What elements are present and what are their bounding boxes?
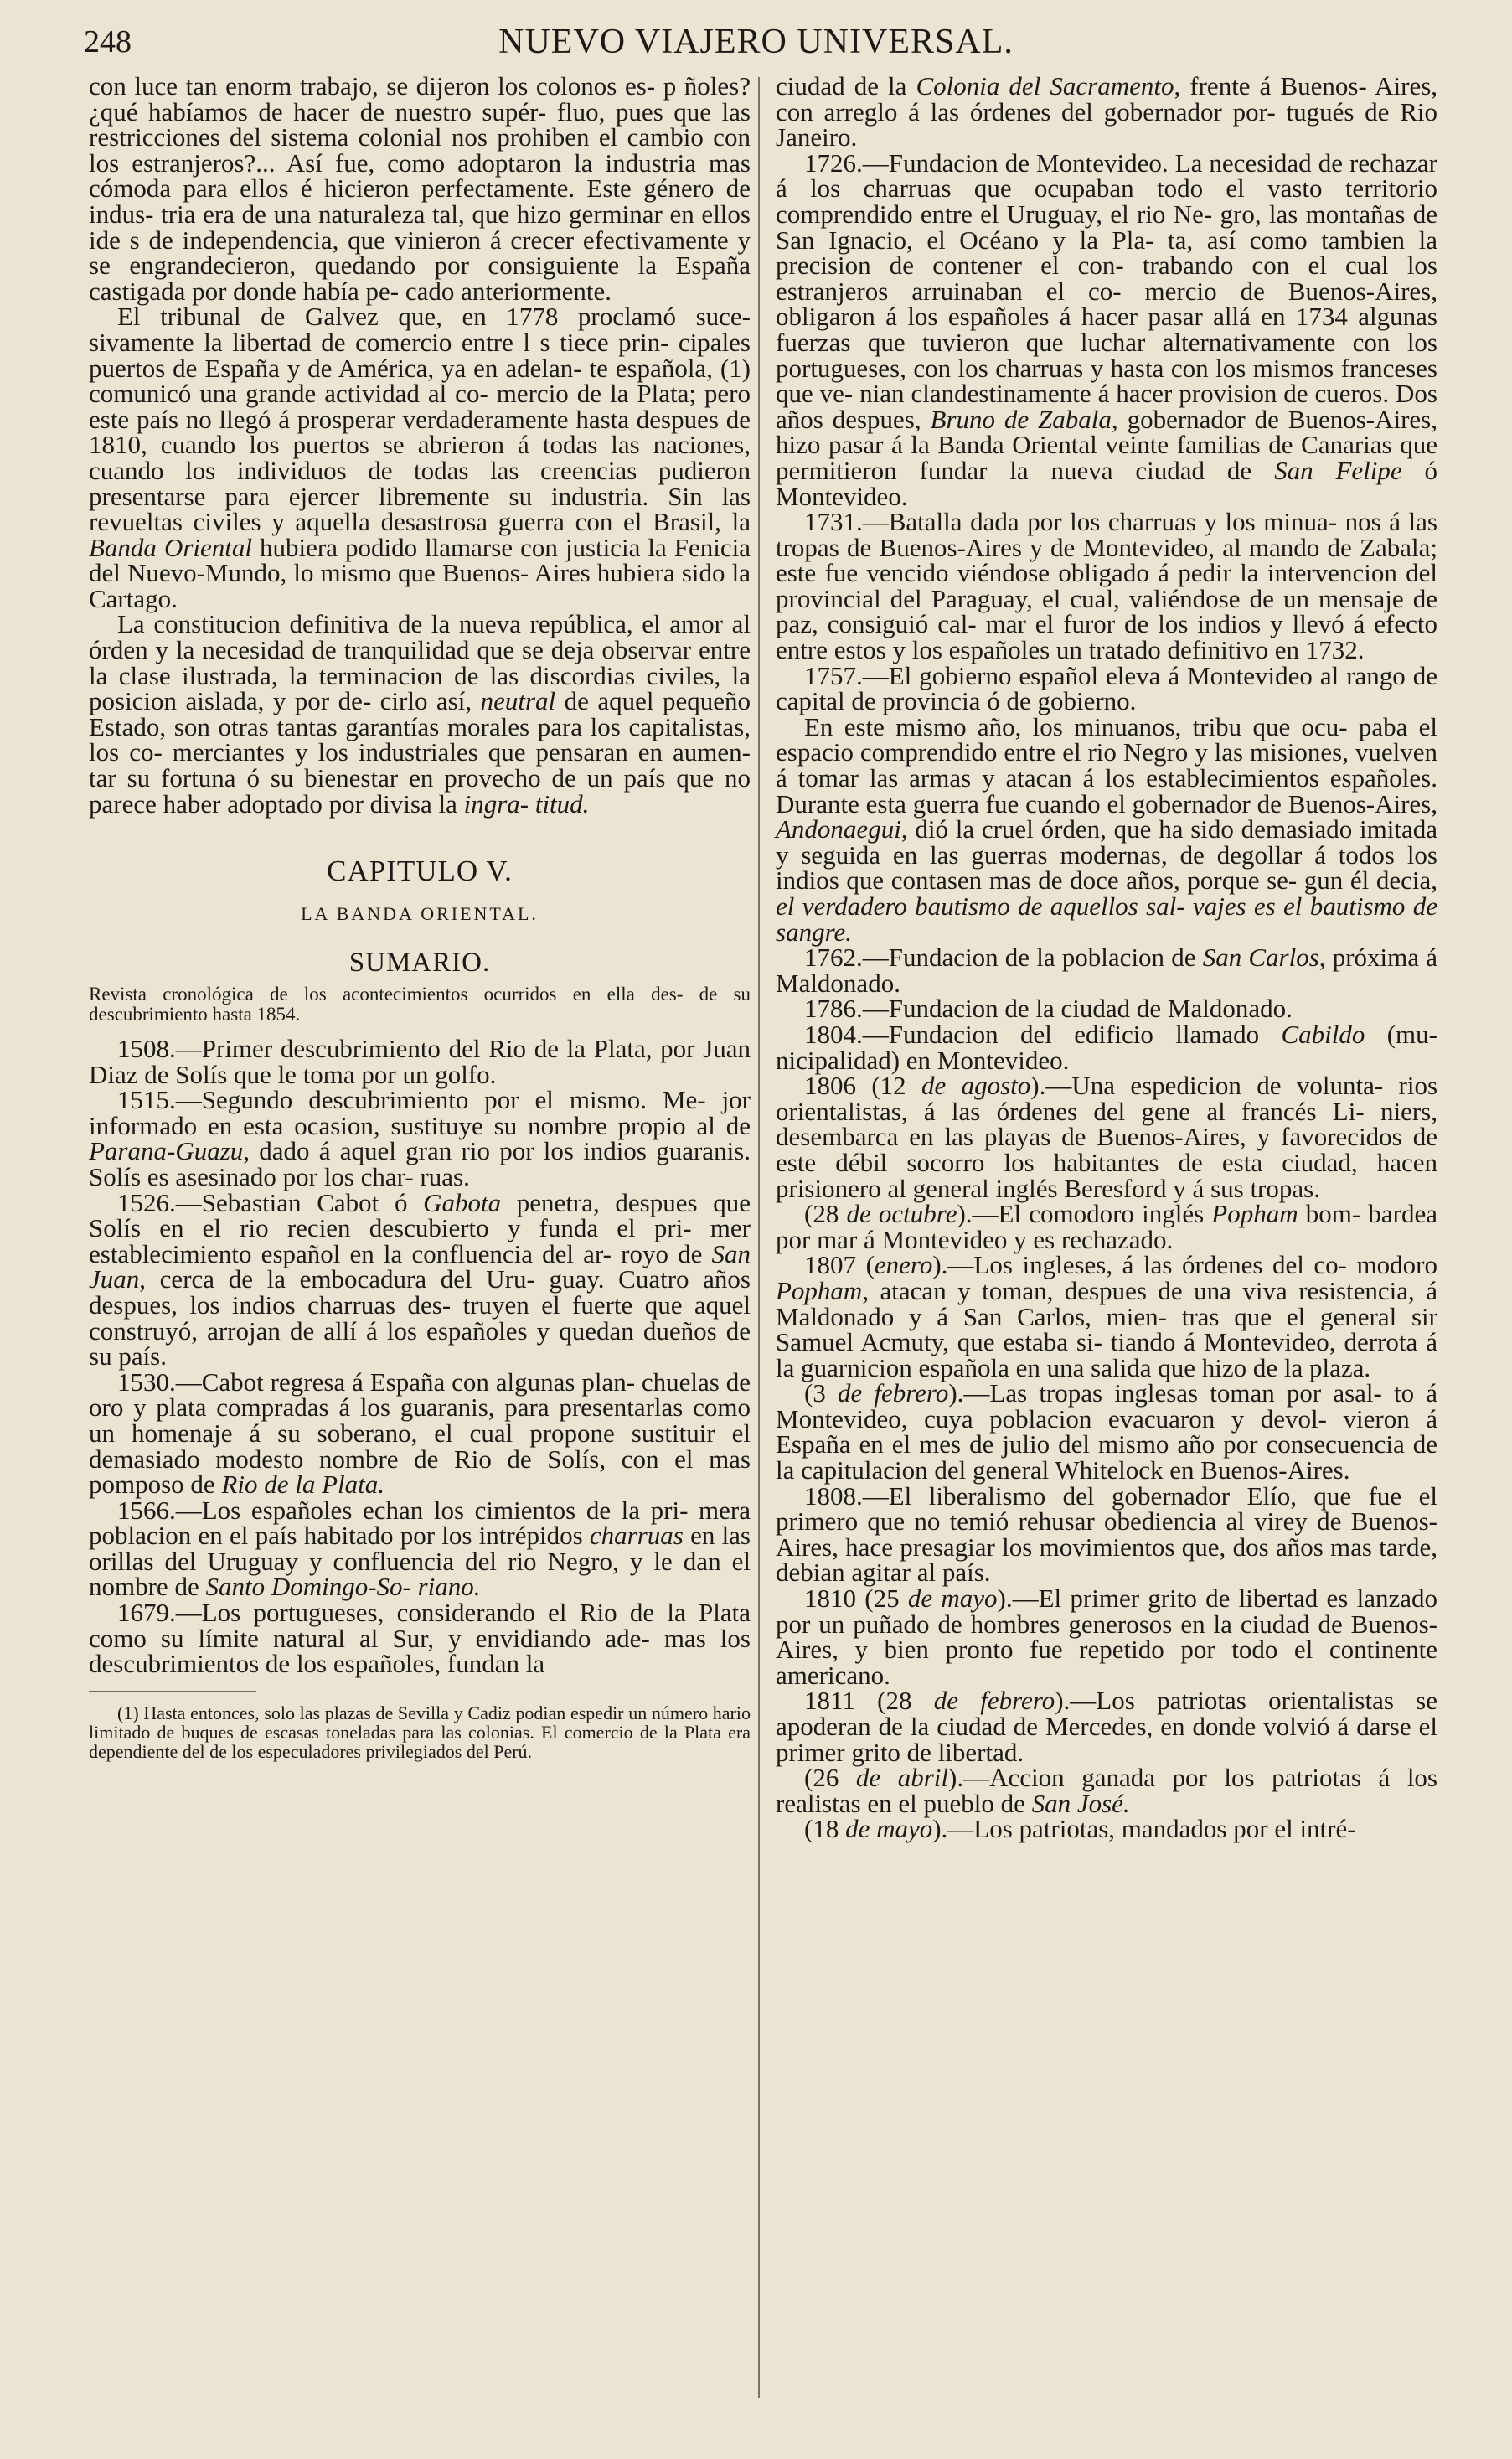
chronology-entry: 1786.—Fundacion de la ciudad de Maldonado.: [804, 994, 1293, 1024]
chapter-heading: CAPITULO V.: [327, 855, 513, 888]
running-title: NUEVO VIAJERO UNIVERSAL.: [498, 23, 1014, 61]
chronology-entry: 1806 (12 de agosto).—Una espedicion de volunta- rios orientalistas, á las órdenes del gene al francés Li- niers, desembarca en las playas de Buenos-Aires, y favorecidos de este débil socorro los habitantes de esta ciudad, hacen prisionero al general inglés Beresford y á sus tropas.: [776, 1071, 1438, 1203]
chronology-entry: 1811 (28 de febrero).—Los patriotas orientalistas se apoderan de la ciudad de Mercedes, en donde volvió á darse el primer grito de libertad.: [776, 1686, 1437, 1767]
chronology-entry: (28 de octubre).—El comodoro inglés Popham bom- bardea por mar á Montevideo y es rechazado.: [776, 1199, 1437, 1254]
chronology-entry: 1526.—Sebastian Cabot ó Gabota penetra, despues que Solís en el rio recien descubierto y funda el pri- mer establecimiento español en la confluencia del ar- royo de San Juan, cerca de la embocadura del Uru- guay. Cuatro años despues, los indios charruas des- truyen el fuerte que aquel construyó, arrojan de allí á los españoles y quedan dueños de su país.: [89, 1187, 751, 1372]
chronology-entry: 1731.—Batalla dada por los charruas y los minua- nos á las tropas de Buenos-Aires y de Montevideo, al mando de Zabala; este fue vencido viéndose obligado á pedir la intervencion del provincial del Paraguay, el cual, valiéndose de un mensaje de paz, consiguió cal- mar el furor de los indios y llevó á efecto entre estos y los españoles un tratado definitivo en 1732.: [776, 507, 1437, 665]
chronology-entry: 1810 (25 de mayo).—El primer grito de libertad es lanzado por un puñado de hombres generosos en la ciudad de Buenos-Aires, y bien pronto fue repetido por todo el continente americano.: [776, 1583, 1438, 1690]
chronology-entry: (3 de febrero).—Las tropas inglesas toman por asal- to á Montevideo, cuya poblacion evacuaron y devol- vieron á España en el mes de julio del mismo año por consecuencia de la capitulacion del general Whitelock en Buenos-Aires.: [776, 1378, 1438, 1485]
chronology-entry: 1762.—Fundacion de la poblacion de San Carlos, próxima á Maldonado.: [776, 943, 1437, 998]
page-number: 248: [84, 24, 132, 59]
page-header: [0, 18, 1512, 69]
summary-description: Revista cronológica de los acontecimientos ocurridos en ella des- de su descubrimiento hasta 1854.: [89, 984, 751, 1025]
footnote: (1) Hasta entonces, solo las plazas de Sevilla y Cadiz podian espedir un número hario limitado de buques de escasas toneladas para las colonias. El comercio de la Plata era dependiente del de los especuladores privilegiados del Perú.: [89, 1702, 751, 1762]
chronology-entry: 1726.—Fundacion de Montevideo. La necesidad de rechazar á los charruas que ocupaban todo el vasto territorio comprendido entre el Uruguay, el rio Ne- gro, las montañas de San Ignacio, el Océano y la Pla- ta, así como tambien la precision de contener el con- trabando con el cual los estranjeros arruinaban el co- mercio de Buenos-Aires, obligaron á los españoles á hacer pasar allá en 1734 algunas fuerzas que tuvieron que luchar alternativamente con los portugueses, con los charruas y hasta con los mismos franceses que ve- nian clandestinamente á hacer provision de cueros. Dos años despues, Bruno de Zabala, gobernador de Buenos-Aires, hizo pasar á la Banda Oriental veinte familias de Canarias que permitieron fundar la nueva ciudad de San Felipe ó Montevideo.: [776, 147, 1437, 511]
chronology-entry: 1807 (enero).—Los ingleses, á las órdenes del co- modoro Popham, atacan y toman, despues de una viva resistencia, á Maldonado y á San Carlos, mien- tras que el general sir Samuel Acmuty, que estaba si- tiando á Montevideo, derrota á la guarnicion española en una salida que hizo de la plaza.: [776, 1250, 1438, 1382]
chronology-entry: 1679.—Los portugueses, considerando el Rio de la Plata como su límite natural al Sur, y envidiando ade- mas los descubrimientos de los españoles, fundan la: [89, 1598, 751, 1679]
paragraph: con luce tan enorm trabajo, se dijeron los colonos es- p ñoles? ¿qué habíamos de hacer de nuestro supér- fluo, pues que las restricciones del sistema colonial nos prohiben el cambio con los estranjeros?... Así fue, como adoptaron la industria mas cómoda para ellos é hicieron perfectamente. Este género de indus- tria era de una naturaleza tal, que hizo germinar en ellos ide s de independencia, que vinieron á crecer efectivamente y se engrandecieron, quedando por consiguiente la España castigada por donde había pe- cado anteriormente.: [89, 71, 751, 306]
paragraph: ciudad de la Colonia del Sacramento, frente á Buenos- Aires, con arreglo á las órdenes del gobernador por- tugués de Rio Janeiro.: [776, 71, 1438, 152]
footnote-rule: [89, 1691, 256, 1692]
column-divider: [758, 77, 760, 2398]
chronology-entry: (18 de mayo).—Los patriotas, mandados por el intré-: [804, 1814, 1356, 1844]
summary-heading: SUMARIO.: [348, 948, 491, 979]
chronology-entry: 1530.—Cabot regresa á España con algunas plan- chuelas de oro y plata compradas á los guaranis, para presentarlas como un homenaje á su soberano, el cual propone sustituir el demasiado modesto nombre de Rio de Solís, con el mas pomposo de Rio de la Plata.: [89, 1366, 751, 1500]
chronology-entry: 1808.—El liberalismo del gobernador Elío, que fue el primero que no temió rehusar obediencia al virey de Buenos-Aires, hace presagiar los movimientos que, dos años mas tarde, debian agitar al país.: [776, 1480, 1437, 1588]
paragraph: La constitucion definitiva de la nueva república, el amor al órden y la necesidad de tranquilidad que se deja observar entre la clase ilustrada, la terminacion de las discordias civiles, la posicion aislada, y por de- cirlo así, neutral de aquel pequeño Estado, son otras tantas garantías morales para los capitalistas, los co- merciantes y los industriales que pensaran en aumen- tar su fortuna ó su bienestar en provecho de un país que no parece haber adoptado por divisa la ingra- titud.: [89, 609, 751, 819]
paragraph: En este mismo año, los minuanos, tribu que ocu- paba el espacio comprendido entre el rio Negro y las misiones, vuelven á tomar las armas y atacan á los establecimientos españoles. Durante esta guerra fue cuando el gobernador de Buenos-Aires, Andonaegui, dió la cruel órden, que ha sido demasiado imitada y seguida en las guerras modernas, de degollar á todos los indios que contasen mas de doce años, porque se- gun él decia, el verdadero bautismo de aquellos sal- vajes es el bautismo de sangre.: [776, 711, 1437, 947]
left-column: [89, 71, 751, 1762]
chronology-entry: 1757.—El gobierno español eleva á Montevideo al rango de capital de provincia ó de gobierno.: [776, 660, 1437, 716]
chronology-entry: 1566.—Los españoles echan los cimientos de la pri- mera poblacion en el país habitado por los intrépidos charruas en las orillas del Uruguay y confluencia del rio Negro, y le dan el nombre de Santo Domingo-So- riano.: [89, 1495, 751, 1602]
paragraph: El tribunal de Galvez que, en 1778 proclamó suce- sivamente la libertad de comercio entre l s tiece prin- cipales puertos de España y de América, ya en adelan- te española, (1) comunicó una grande actividad al co- mercio de la Plata; pero este país no llegó á prosperar verdaderamente hasta despues de 1810, cuando los puertos se abrieron á todas las naciones, cuando los individuos de todas las creencias pudieron presentarse para ejercer libremente su industria. Sin las revueltas civiles y aquella desastrosa guerra con el Brasil, la Banda Oriental hubiera podido llamarse con justicia la Fenicia del Nuevo-Mundo, lo mismo que Buenos- Aires hubiera sido la Cartago.: [89, 302, 751, 613]
chronology-entry: 1508.—Primer descubrimiento del Rio de la Plata, por Juan Diaz de Solís que le toma por un golfo.: [89, 1034, 751, 1089]
right-column: [776, 71, 1438, 1844]
chronology-entry: 1804.—Fundacion del edificio llamado Cabildo (mu- nicipalidad) en Montevideo.: [776, 1019, 1437, 1075]
chronology-entry: (26 de abril).—Accion ganada por los patriotas á los realistas en el pueblo de San José.: [776, 1763, 1437, 1818]
chapter-subtitle: LA BANDA ORIENTAL.: [301, 902, 539, 924]
chronology-entry: 1515.—Segundo descubrimiento por el mismo. Me- jor informado en esta ocasion, sustituye su nombre propio al de Parana-Guazu, dado á aquel gran rio por los indios guaranis. Solís es asesinado por los char- ruas.: [89, 1085, 751, 1191]
